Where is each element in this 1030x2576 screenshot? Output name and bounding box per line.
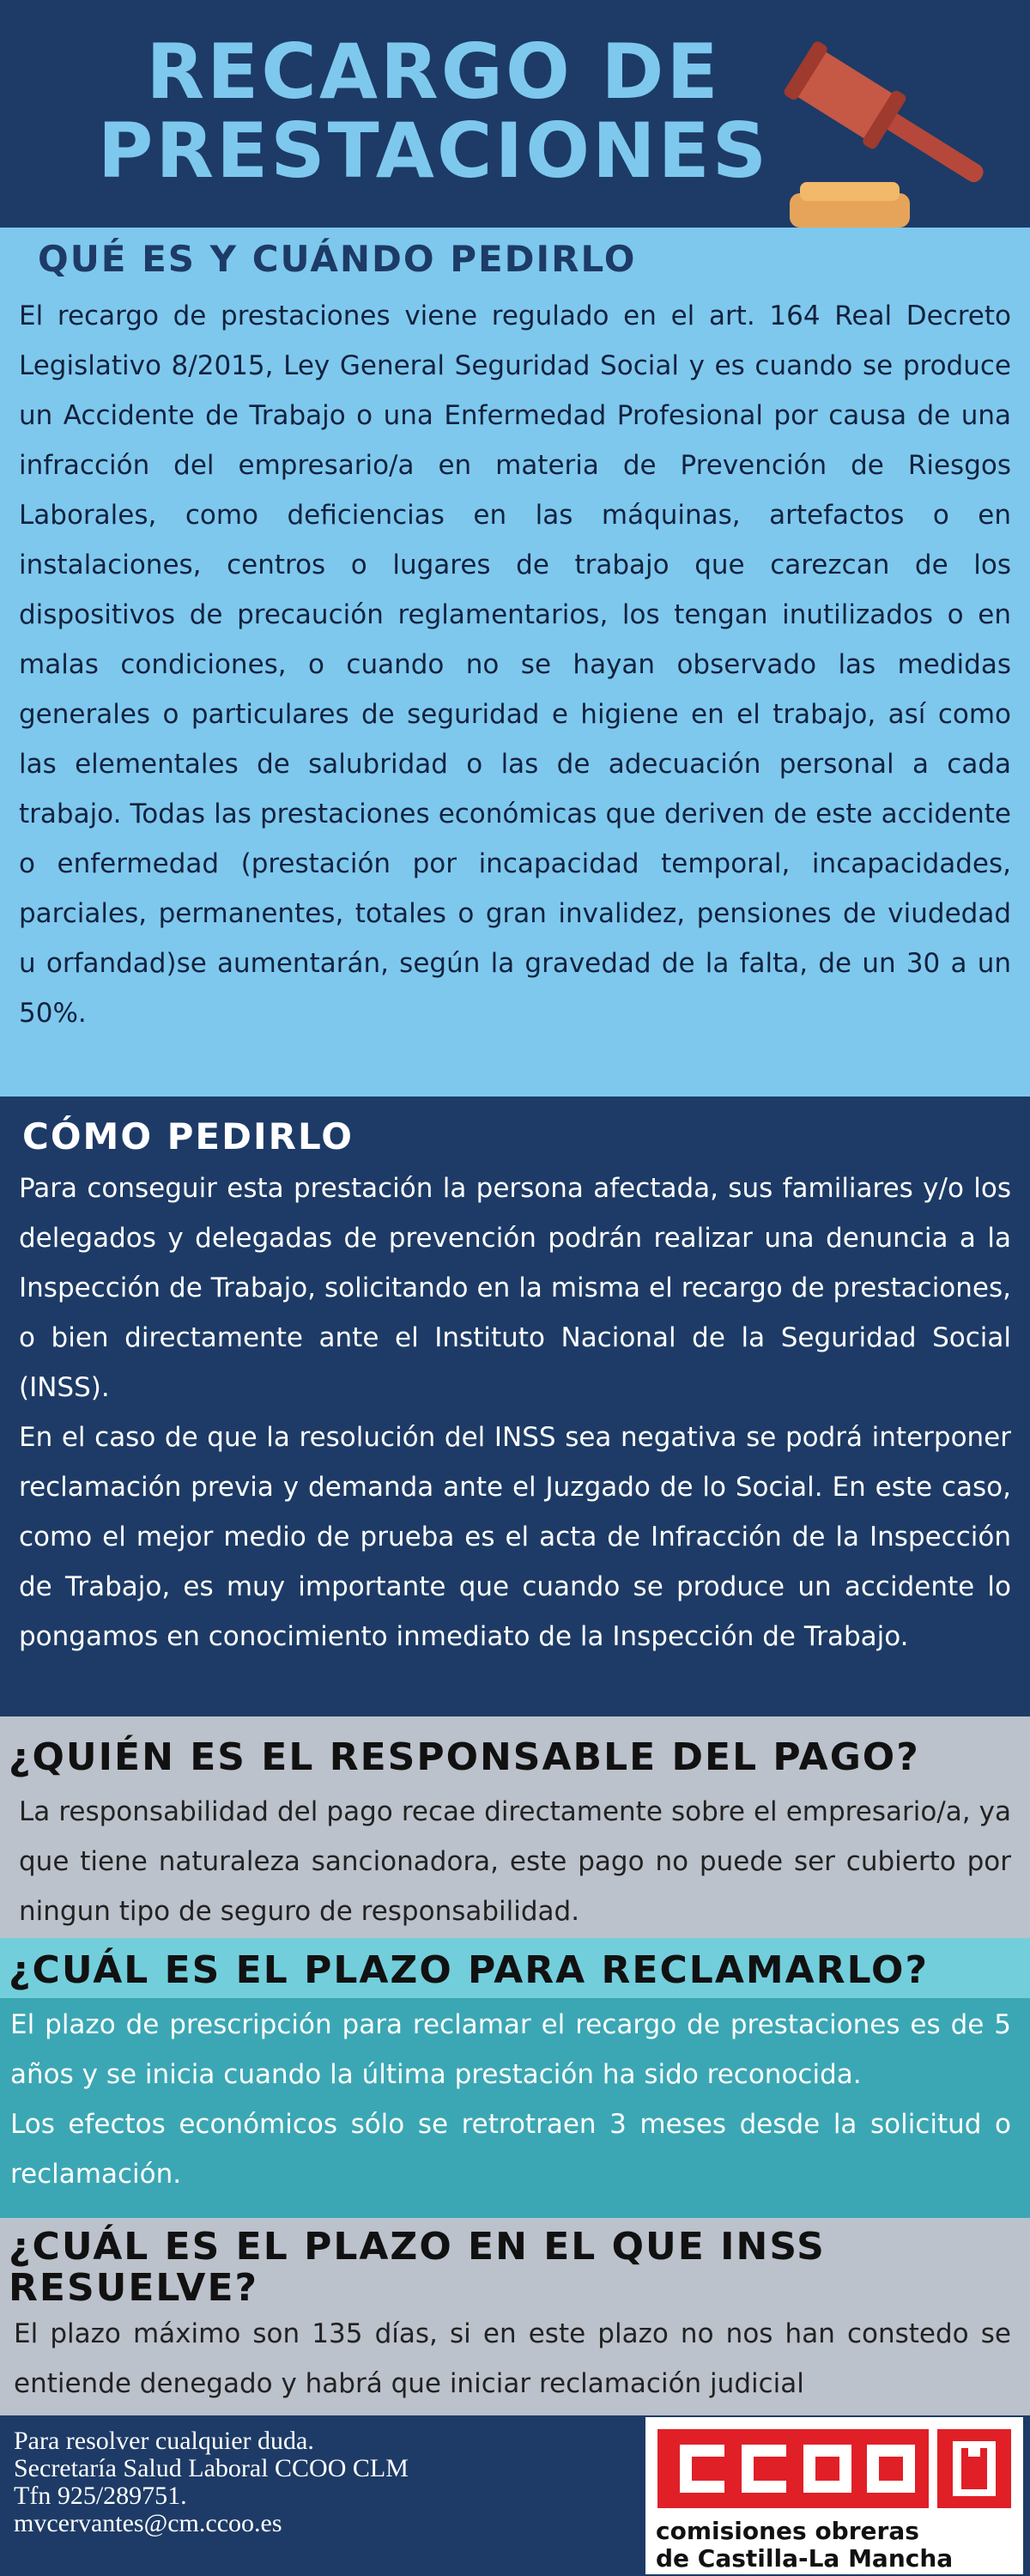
ccoo-logo-subtitle [656,2518,1016,2573]
title-line-1: RECARGO DE [146,27,721,116]
section-what-is-it [0,228,1030,1097]
ccoo-logo-mark [645,2417,1023,2516]
section-resolve-paragraph: El plazo máximo son 135 días, si en este plazo no nos han constedo se entiende denegado y habrá que iniciar reclamación judicial [14,2318,1011,2399]
section-deadline-paragraph-1: El plazo de prescripción para reclamar el recargo de prestaciones es de 5 años y se inicia cuando la última prestación ha sido reconocida. [10,2009,1011,2090]
section-how-heading: CÓMO PEDIRLO [22,1115,354,1157]
contact-email[interactable]: mvcervantes@cm.ccoo.es [14,2509,282,2537]
page-title [0,27,867,195]
section-how-to-request [0,1097,1030,1716]
section-deadline-paragraph-2: Los efectos económicos sólo se retrotraen 3 meses desde la solicitud o reclamación. [10,2109,1011,2190]
logo-sub-line-2: de Castilla-La Mancha [656,2544,954,2573]
contact-info [14,2427,632,2537]
section-deadline [0,1998,1030,2218]
gavel-icon [772,34,996,232]
section-who-pays [0,1716,1030,1938]
section-who-paragraph: La responsabilidad del pago recae directamente sobre el empresario/a, ya que tiene naturaleza sancionadora, este pago no puede ser cubierto por ningun tipo de seguro de responsabilidad. [19,1796,1011,1927]
section-resolve-heading: ¿CUÁL ES EL PLAZO EN EL QUE INSS RESUELVE? [9,2225,826,2310]
section-how-paragraph-1: Para conseguir esta prestación la persona afectada, sus familiares y/o los delegados y delegadas de prevención podrán realizar una denuncia a la Inspección de Trabajo, solicitando en la misma el recargo de prestaciones, o bien directamente ante el Instituto Nacional de la Seguridad Social (INSS). [19,1173,1011,1403]
ccoo-logo [645,2417,1023,2574]
section-what-heading: QUÉ ES Y CUÁNDO PEDIRLO [38,238,637,280]
contact-line-2: Secretaría Salud Laboral CCOO CLM [14,2454,409,2482]
header-banner [0,0,1030,228]
section-who-heading: ¿QUIÉN ES EL RESPONSABLE DEL PAGO? [9,1735,920,1779]
contact-line-1: Para resolver cualquier duda. [14,2427,314,2455]
logo-sub-line-1: comisiones obreras [656,2517,919,2545]
section-what-paragraph: El recargo de prestaciones viene regulado en el art. 164 Real Decreto Legislativo 8/2015, Ley General Seguridad Social y es cuando se produce un Accidente de Trabajo o una Enfermedad Profesional por causa de una infracción del empresario/a en materia de Prevención de Riesgos Laborales, como deficiencias en las máquinas, artefactos o en instalaciones, centros o lugares de trabajo que carezcan de los dispositivos de precaución reglamentarios, los tengan inutilizados o en malas condiciones, o cuando no se hayan observado las medidas generales o particulares de seguridad e higiene en el trabajo, así como las elementales de salubridad o las de adecuación personal a cada trabajo. Todas las prestaciones económicas que deriven de este accidente o enfermedad (prestación por incapacidad temporal, incapacidades, parciales, permanentes, totales o gran invalidez, pensiones de viudedad u orfandad)se aumentarán, según la gravedad de la falta, de un 30 a un 50%. [19,301,1011,1029]
footer [0,2415,1030,2576]
section-deadline-heading: ¿CUÁL ES EL PLAZO PARA RECLAMARLO? [9,1948,929,1992]
contact-phone: Tfn 925/289751. [14,2482,187,2510]
section-inss-resolution [0,2218,1030,2415]
section-deadline-header [0,1938,1030,1998]
section-how-paragraph-2: En el caso de que la resolución del INSS sea negativa se podrá interponer reclamación previa y demanda ante el Juzgado de lo Social. En este caso, como el mejor medio de prueba es el acta de Infracción de la Inspección de Trabajo, es muy importante que cuando se produce un accidente lo pongamos en conocimiento inmediato de la Inspección de Trabajo. [19,1422,1011,1652]
title-line-2: PRESTACIONES [97,106,770,195]
